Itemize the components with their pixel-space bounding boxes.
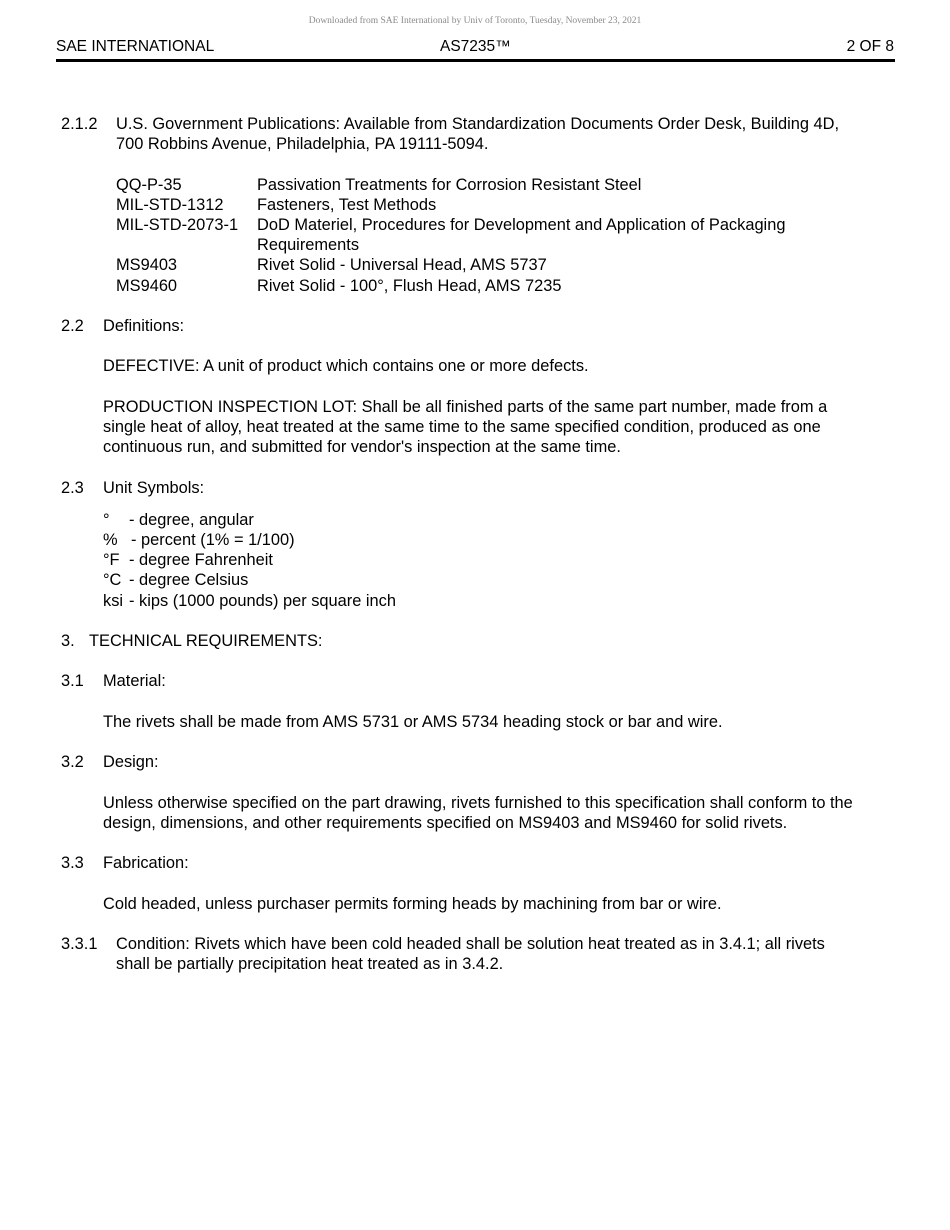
reference-description: Rivet Solid - 100°, Flush Head, AMS 7235	[257, 276, 562, 295]
header-organization: SAE INTERNATIONAL	[56, 38, 215, 55]
reference-description: Fasteners, Test Methods	[257, 195, 437, 214]
section-number: 3.3	[61, 854, 84, 873]
reference-row	[116, 215, 861, 255]
section-number: 2.1.2	[61, 115, 98, 133]
unit-description: - kips (1000 pounds) per square inch	[129, 591, 396, 610]
unit-description: - percent (1% = 1/100)	[131, 530, 295, 549]
section-number: 3.1	[61, 672, 84, 691]
unit-symbol: ksi	[103, 591, 124, 610]
unit-symbol: %	[103, 530, 118, 549]
header-document-id: AS7235™	[440, 38, 511, 55]
reference-code: MS9460	[116, 276, 178, 295]
section-number: 3.2	[61, 753, 84, 772]
unit-symbol-row	[103, 530, 861, 550]
unit-symbol-row	[103, 591, 861, 611]
header-rule	[56, 59, 895, 62]
unit-symbol-row	[103, 510, 861, 530]
reference-row	[116, 175, 861, 195]
reference-row	[116, 276, 861, 296]
unit-symbol-list	[103, 510, 861, 611]
section-text: The rivets shall be made from AMS 5731 or AMS 5734 heading stock or bar and wire.	[103, 712, 723, 731]
definition-production-inspection-lot: PRODUCTION INSPECTION LOT: Shall be all finished parts of the same part number, made from a single heat of alloy, heat treated at the same time to the same specified condition, produced as one continuous run, and submitted for vendor's inspection at the same time.	[103, 397, 828, 457]
section-title: Design:	[103, 753, 159, 772]
section-2-3	[61, 478, 861, 498]
reference-code: QQ-P-35	[116, 175, 182, 194]
unit-description: - degree Fahrenheit	[129, 551, 273, 570]
unit-symbol-row	[103, 570, 861, 590]
unit-symbol: °	[103, 510, 110, 529]
section-3-2	[61, 752, 861, 772]
reference-code: MIL-STD-1312	[116, 195, 224, 214]
section-3-1	[61, 671, 861, 691]
unit-description: - degree, angular	[129, 510, 254, 529]
reference-table	[116, 175, 861, 296]
reference-code: MIL-STD-2073-1	[116, 216, 239, 234]
section-text: U.S. Government Publications: Available from Standardization Documents Order Desk, Building 4D, 700 Robbins Avenue, Philadelphia, PA 19111-5094.	[116, 115, 840, 154]
section-title: Material:	[103, 672, 166, 691]
reference-row	[116, 195, 861, 215]
section-text: Cold headed, unless purchaser permits forming heads by machining from bar or wire.	[103, 894, 722, 913]
reference-description: Passivation Treatments for Corrosion Resistant Steel	[257, 175, 642, 194]
section-text: Condition: Rivets which have been cold headed shall be solution heat treated as in 3.4.1; all rivets shall be partially precipitation heat treated as in 3.4.2.	[116, 934, 825, 974]
unit-symbol-row	[103, 550, 861, 570]
section-3-3-1	[61, 934, 861, 974]
download-watermark: Downloaded from SAE International by Univ of Toronto, Tuesday, November 23, 2021	[308, 16, 642, 26]
section-number: 3.3.1	[61, 934, 98, 953]
reference-description: DoD Materiel, Procedures for Development and Application of Packaging Requirements	[257, 216, 786, 255]
section-text: Unless otherwise specified on the part drawing, rivets furnished to this specification shall conform to the design, dimensions, and other requirements specified on MS9403 and MS9460 for solid rivets.	[103, 793, 853, 832]
section-title: Unit Symbols:	[103, 478, 205, 497]
reference-row	[116, 255, 861, 275]
section-3	[61, 631, 861, 651]
section-number: 2.3	[61, 478, 84, 497]
section-2-1-2	[61, 114, 861, 154]
unit-description: - degree Celsius	[129, 571, 249, 590]
section-title: Fabrication:	[103, 854, 189, 873]
unit-symbol: °F	[103, 551, 120, 570]
section-3-3	[61, 853, 861, 873]
definition-defective: DEFECTIVE: A unit of product which contains one or more defects.	[103, 357, 589, 376]
section-number: 2.2	[61, 317, 84, 335]
section-title: Definitions:	[103, 317, 185, 335]
document-body	[61, 114, 861, 974]
section-2-2	[61, 316, 861, 336]
section-number: 3.	[61, 631, 75, 650]
reference-description: Rivet Solid - Universal Head, AMS 5737	[257, 256, 547, 275]
header-page-number: 2 OF 8	[846, 38, 894, 55]
reference-code: MS9403	[116, 256, 178, 275]
section-title: TECHNICAL REQUIREMENTS:	[89, 631, 323, 650]
unit-symbol: °C	[103, 571, 122, 590]
